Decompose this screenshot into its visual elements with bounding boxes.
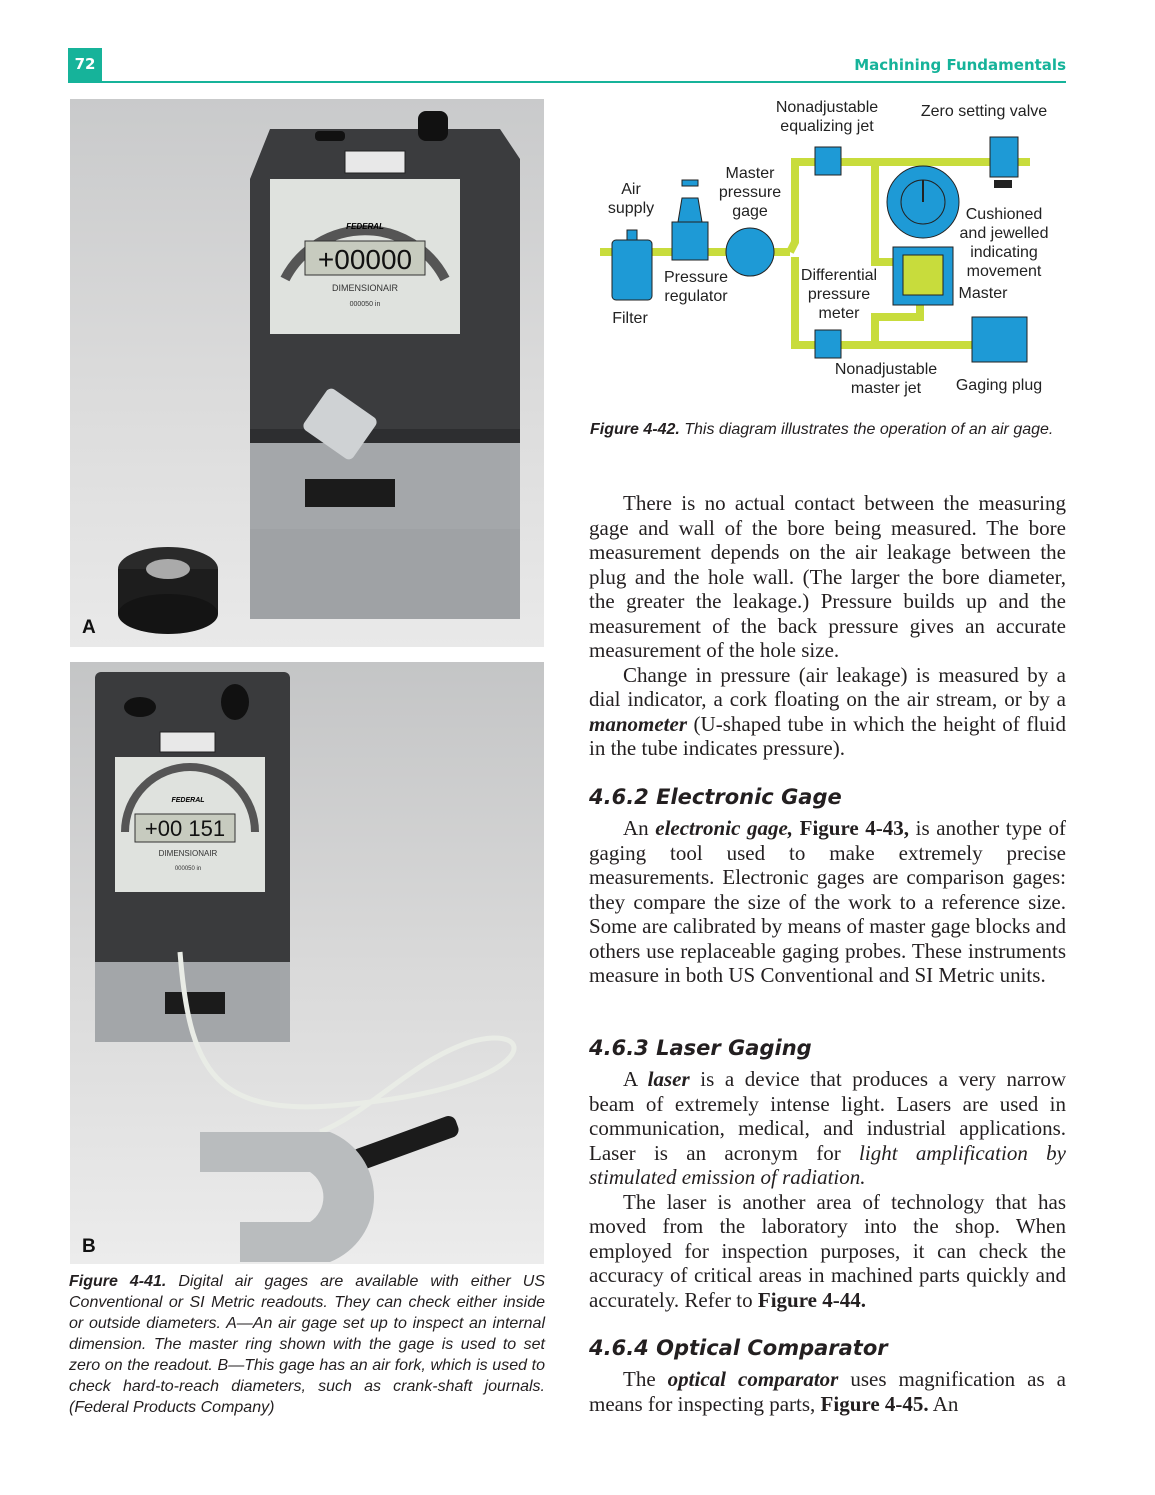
header-rule [68,81,1066,83]
section-heading: 4.6.3 Laser Gaging [589,1036,812,1060]
photo-label-a: A [82,617,96,638]
brand-text: FEDERAL [346,222,384,231]
label-indicating-movement: and jewelled [959,225,1049,242]
units-text: 000050 in [174,866,202,872]
label-master: Master [958,285,1008,302]
photo-air-gage-b [70,662,544,1264]
caption-label: Figure 4-42. [590,421,680,438]
photo-label-b: B [82,1236,96,1257]
air-gage-b-illustration [70,662,544,1264]
pressure-regulator-icon [672,222,708,260]
italic-text: light amplification by stimulated emission of radiation. [589,1140,1066,1189]
section-heading: 4.6.4 Optical Comparator [589,1336,888,1360]
label-master-pressure-gage: Master [725,165,775,182]
model-text: DIMENSIONAIR [331,283,399,293]
photo-air-gage-a [70,99,544,647]
page-number: 72 [68,48,102,82]
text: The laser is another area of technology that has moved from the laboratory into the shop. When employed for inspection purposes, it can check the accuracy of critical areas in machined parts quickly and accurately. Refer to [589,1189,1066,1312]
label-nonadjustable-equalizing-jet: Nonadjustable [775,99,879,116]
label-nonadjustable-master-jet: Nonadjustable [834,361,938,378]
text: An [623,816,656,840]
master-pressure-gage-icon [726,228,774,276]
paragraph [589,816,1066,988]
air-gage-a-illustration [70,99,544,647]
label-differential-pressure-meter: Differential [800,267,878,284]
section-optical-comparator [589,1336,1066,1416]
model-text: DIMENSIONAIR [158,849,218,858]
caption-text: This diagram illustrates the operation of an air gage. [679,421,1054,438]
label-filter: Filter [612,310,648,327]
text: An [928,1391,959,1416]
label-differential-pressure-meter: pressure [807,286,871,303]
figure-reference: Figure 4-45. [820,1391,929,1416]
label-indicating-movement: movement [966,263,1042,280]
text: is a device that produces a very narrow beam of extremely intense light. Lasers are used in communication, medical, and industrial applications. Laser is an acronym for [589,1067,1067,1165]
figure-reference: Figure 4-43, [799,816,910,840]
figure-4-41-caption [69,1271,545,1418]
paragraph [589,1190,1066,1313]
label-indicating-movement: Cushioned [965,206,1043,223]
term: manometer [589,711,687,736]
section-heading: 4.6.2 Electronic Gage [589,785,842,809]
caption-label: Figure 4-41. [69,1273,167,1290]
text: is another type of gaging tool used to make extremely precise measurements. Electronic gages are comparison gages: they compare the size of the work to a reference size. Some are calibrated by means of master gage blocks and others use replaceable gaging probes. These instruments measure in both US Conventional and SI Metric units. [589,816,1066,987]
brand-text: FEDERAL [171,797,205,804]
label-indicating-movement: indicating [970,244,1038,261]
text: A [623,1067,648,1091]
text: (U-shaped tube in which the height of fluid in the tube indicates pressure). [589,711,1066,760]
term: optical comparator [667,1367,839,1391]
text: uses magnification as a means for inspecting parts, [589,1367,1066,1416]
figure-4-42-caption [590,419,1066,440]
text: The [623,1367,668,1391]
equalizing-jet-icon [815,147,841,175]
text: Change in pressure (air leakage) is measured by a dial indicator, a cork floating on the air stream, or by a [589,662,1066,711]
caption-text: Digital air gages are available with either US Conventional or SI Metric readouts. They can check either inside or outside diameters. A—An air gage set up to inspect an internal dimension. The master ring shown with the gage is used to set zero on the readout. B—This gage has an air fork, which is used to check hard-to-reach diameters, such as crank-shaft journals. (Federal Products Company) [69,1273,545,1416]
master-jet-icon [815,330,841,358]
term: laser [647,1067,690,1091]
gaging-plug-icon [972,317,1027,362]
label-master-pressure-gage: gage [732,203,768,220]
section-laser-gaging [589,1036,1066,1312]
label-nonadjustable-master-jet: master jet [850,380,922,397]
label-air-supply: Air [621,181,641,198]
digital-readout: +00000 [317,244,413,275]
filter-icon [612,240,652,300]
label-pressure-regulator: regulator [664,288,728,305]
paragraph [589,663,1066,761]
zero-setting-valve-icon [990,137,1018,177]
section-electronic-gage [589,785,1066,988]
label-master-pressure-gage: pressure [718,184,782,201]
label-gaging-plug: Gaging plug [955,377,1043,394]
digital-readout: +00 151 [144,816,226,841]
label-air-supply: supply [607,200,655,217]
label-differential-pressure-meter: meter [818,305,860,322]
figure-reference: Figure 4-44. [757,1287,866,1312]
label-nonadjustable-equalizing-jet: equalizing jet [780,118,874,135]
label-pressure-regulator: Pressure [663,269,729,286]
air-gage-diagram [590,92,1070,407]
paragraph [589,1367,1066,1416]
term: electronic gage, [655,816,794,840]
paragraph: There is no actual contact between the measuring gage and wall of the bore being measured. The bore measurement depends on the air leakage between the plug and the hole wall. (The larger the bore diameter, the greater the leakage.) Pressure builds up and the measurement of the back pressure gives an accurate measurement of the hole size. [589,491,1066,662]
running-title: Machining Fundamentals [854,56,1066,74]
units-text: 000050 in [349,301,381,308]
paragraph [589,1067,1066,1190]
label-zero-setting-valve: Zero setting valve [920,103,1048,120]
body-text-intro [589,491,1066,761]
